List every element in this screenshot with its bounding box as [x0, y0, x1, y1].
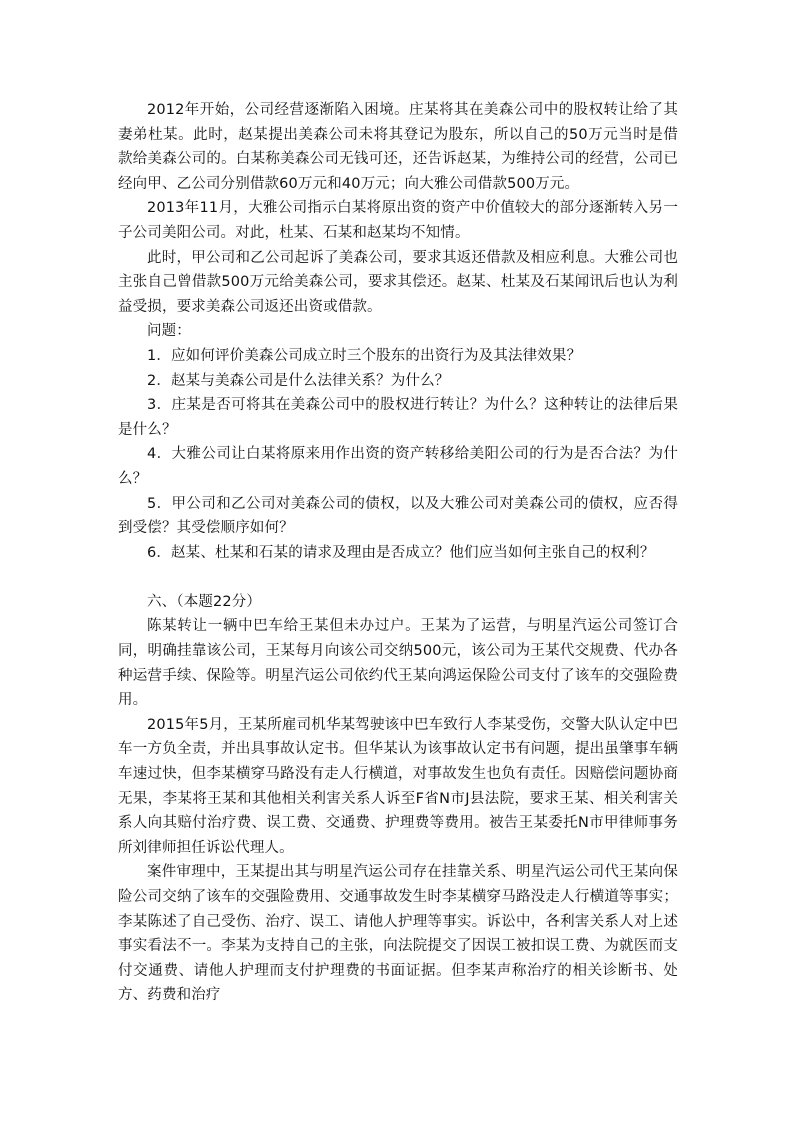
section-heading: 六、（本题22分）: [147, 593, 262, 610]
paragraph: 此时，甲公司和乙公司起诉了美森公司，要求其返还借款及相应利息。大雅公司也主张自己曾借款500万元给美森公司，要求其偿还。赵某、杜某及石某闻讯后也认为利益受损，要求美森公司返还出资或借款。: [118, 249, 678, 315]
question-item: 2．赵某与美森公司是什么法律关系？为什么？: [147, 372, 450, 389]
questions-label: 问题：: [147, 323, 191, 340]
question-item: 3．庄某是否可将其在美森公司中的股权进行转让？为什么？这种转让的法律后果是什么？: [118, 397, 678, 438]
question-item: 4．大雅公司让白某将原来用作出资的资产转移给美阳公司的行为是否合法？为什么？: [118, 446, 678, 487]
paragraph: 2012年开始，公司经营逐渐陷入困境。庄某将其在美森公司中的股权转让给了其妻弟杜某。此时，赵某提出美森公司未将其登记为股东，所以自己的50万元当时是借款给美森公司的。白某称美森公司无钱可还，还告诉赵某，为维持公司的经营，公司已经向甲、乙公司分别借款60万元和40万元；向大雅公司借款500万元。: [118, 102, 678, 192]
section-spacer: [118, 565, 678, 590]
document-page: [118, 98, 678, 1008]
paragraph: 2013年11月，大雅公司指示白某将原出资的资产中价值较大的部分逐渐转入另一子公司美阳公司。对此，杜某、石某和赵某均不知情。: [118, 200, 678, 241]
paragraph: 2015年5月，王某所雇司机华某驾驶该中巴车致行人李某受伤，交警大队认定中巴车一方负全责，并出具事故认定书。但华某认为该事故认定书有问题，提出虽肇事车辆车速过快，但李某横穿马路没有走人行横道，对事故发生也负有责任。因赔偿问题协商无果，李某将王某和其他相关利害关系人诉至F省N市J县法院，要求王某、相关利害关系人向其赔付治疗费、误工费、交通费、护理费等费用。被告王某委托N市甲律师事务所刘律师担任诉讼代理人。: [118, 716, 678, 856]
question-item: 6．赵某、杜某和石某的请求及理由是否成立？他们应当如何主张自己的权利？: [147, 544, 655, 561]
question-item: 1．应如何评价美森公司成立时三个股东的出资行为及其法律效果？: [147, 347, 582, 364]
paragraph: 陈某转让一辆中巴车给王某但未办过户。王某为了运营，与明星汽运公司签订合同，明确挂靠该公司，王某每月向该公司交纳500元，该公司为王某代交规费、代办各种运营手续、保险等。明星汽运公司依约代王某向鸿运保险公司支付了该车的交强险费用。: [118, 618, 678, 709]
paragraph: 案件审理中，王某提出其与明星汽运公司存在挂靠关系、明星汽运公司代王某向保险公司交纳了该车的交强险费用、交通事故发生时李某横穿马路没走人行横道等事实；李某陈述了自己受伤、治疗、误工、请他人护理等事实。诉讼中，各利害关系人对上述事实看法不一。李某为支持自己的主张，向法院提交了因误工被扣误工费、为就医而支付交通费、请他人护理而支付护理费的书面证据。但李某声称治疗的相关诊断书、处方、药费和治疗: [118, 864, 678, 1004]
question-item: 5．甲公司和乙公司对美森公司的债权，以及大雅公司对美森公司的债权，应否得到受偿？其受偿顺序如何？: [118, 495, 678, 537]
